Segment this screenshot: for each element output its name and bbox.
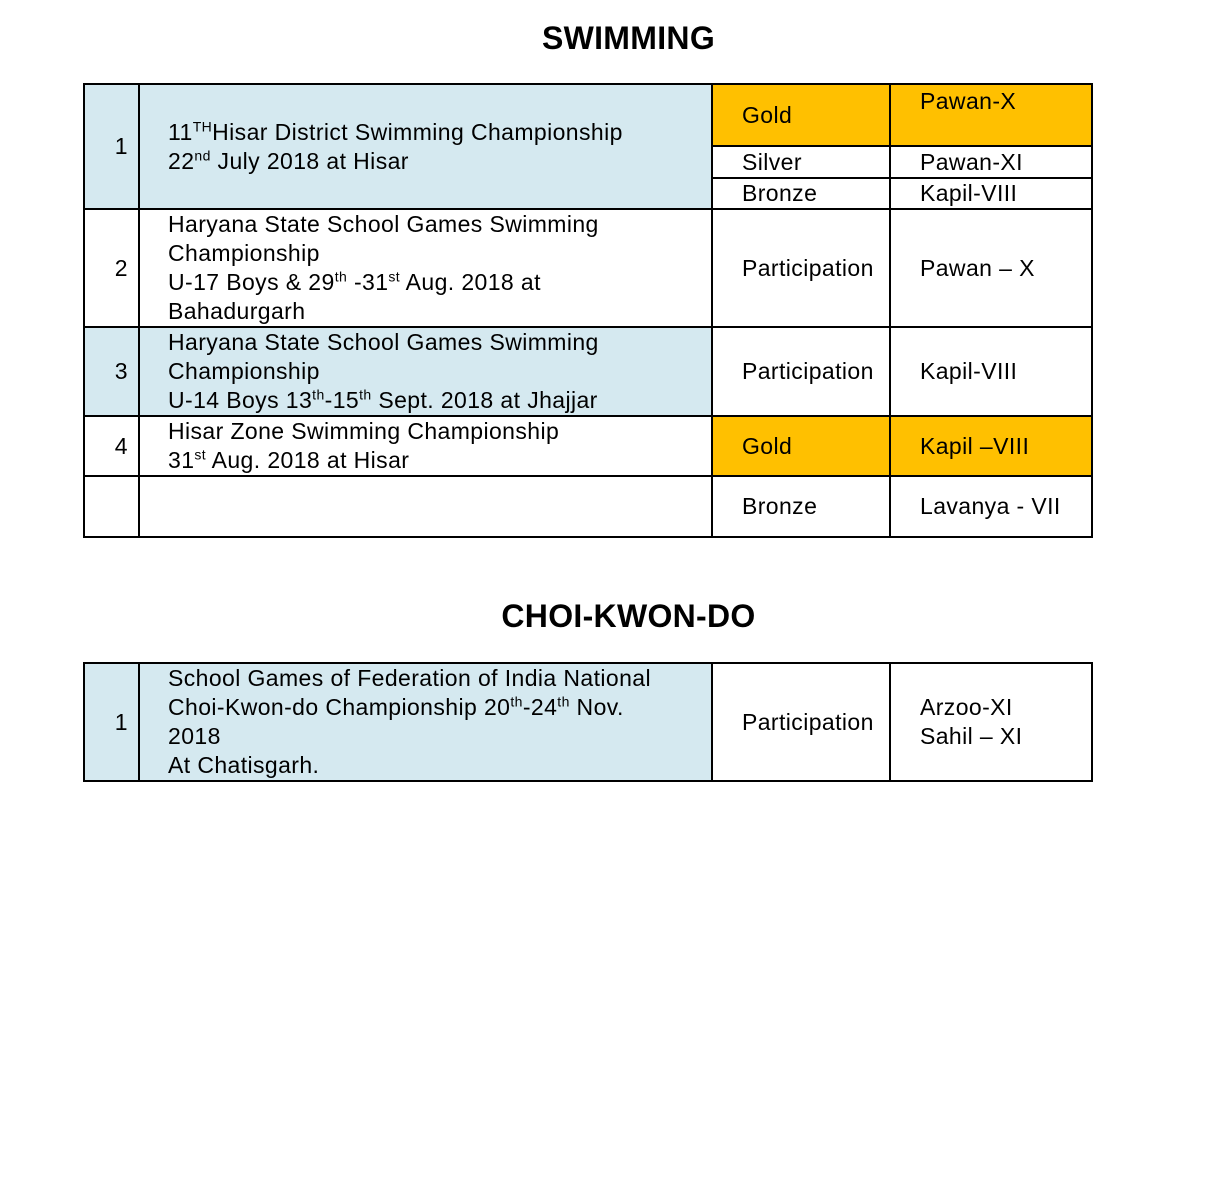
table-row (84, 327, 1092, 416)
table-row (84, 209, 1092, 327)
event-line: U-17 Boys & 29th -31st Aug. 2018 at (168, 268, 541, 295)
table-row (84, 476, 1092, 537)
row-number: 1 (84, 663, 139, 781)
medal-cell: Bronze (712, 476, 890, 537)
event-line: Championship (168, 358, 320, 384)
winner-name-cell: Kapil-VIII (890, 327, 1092, 416)
event-line: 11THHisar District Swimming Championship (168, 117, 623, 145)
medal-cell: Participation (712, 327, 890, 416)
event-line: Haryana State School Games Swimming (168, 211, 599, 237)
event-line: Choi-Kwon-do Championship 20th-24th Nov. (168, 693, 624, 720)
event-line: 2018 (168, 723, 221, 749)
table-row (84, 663, 1092, 781)
medal-cell: Participation (712, 663, 890, 781)
winner-name-cell: Kapil –VIII (890, 416, 1092, 476)
row-number: 2 (84, 209, 139, 327)
table-row (84, 84, 1092, 146)
row-number: 3 (84, 327, 139, 416)
event-line: At Chatisgarh. (168, 752, 320, 778)
medal-cell: Participation (712, 209, 890, 327)
winner-name-cell: Kapil-VIII (890, 178, 1092, 209)
event-cell (139, 84, 712, 209)
medal-cell: Silver (712, 146, 890, 178)
row-number: 4 (84, 416, 139, 476)
winner-name: Arzoo-XI (920, 694, 1013, 720)
event-line: Haryana State School Games Swimming (168, 329, 599, 355)
medal-cell: Gold (712, 416, 890, 476)
event-cell (139, 663, 712, 781)
choi-kwon-do-heading: CHOI-KWON-DO (501, 598, 756, 634)
winner-name-cell: Pawan-X (890, 84, 1092, 146)
medal-cell: Gold (712, 84, 890, 146)
choi-kwon-do-results-table (83, 662, 1093, 782)
table-row (84, 416, 1092, 476)
event-cell (139, 327, 712, 416)
event-cell (139, 476, 712, 537)
row-number (84, 476, 139, 537)
event-line: Championship (168, 240, 320, 266)
row-number: 1 (84, 84, 139, 209)
event-cell (139, 209, 712, 327)
event-cell (139, 416, 712, 476)
event-line: Hisar Zone Swimming Championship (168, 418, 560, 444)
event-line: U-14 Boys 13th-15th Sept. 2018 at Jhajjar (168, 386, 598, 413)
swimming-results-table (83, 83, 1093, 538)
winner-name-cell: Pawan – X (890, 209, 1092, 327)
medal-cell: Bronze (712, 178, 890, 209)
swimming-heading: SWIMMING (541, 20, 716, 56)
winner-name-cell (890, 663, 1092, 781)
event-line: 31st Aug. 2018 at Hisar (168, 446, 410, 473)
event-line: School Games of Federation of India National (168, 665, 651, 691)
winner-name: Sahil – XI (920, 723, 1023, 749)
winner-name-cell: Lavanya - VII (890, 476, 1092, 537)
event-line: 22nd July 2018 at Hisar (168, 146, 409, 174)
event-line: Bahadurgarh (168, 298, 306, 324)
winner-name-cell: Pawan-XI (890, 146, 1092, 178)
